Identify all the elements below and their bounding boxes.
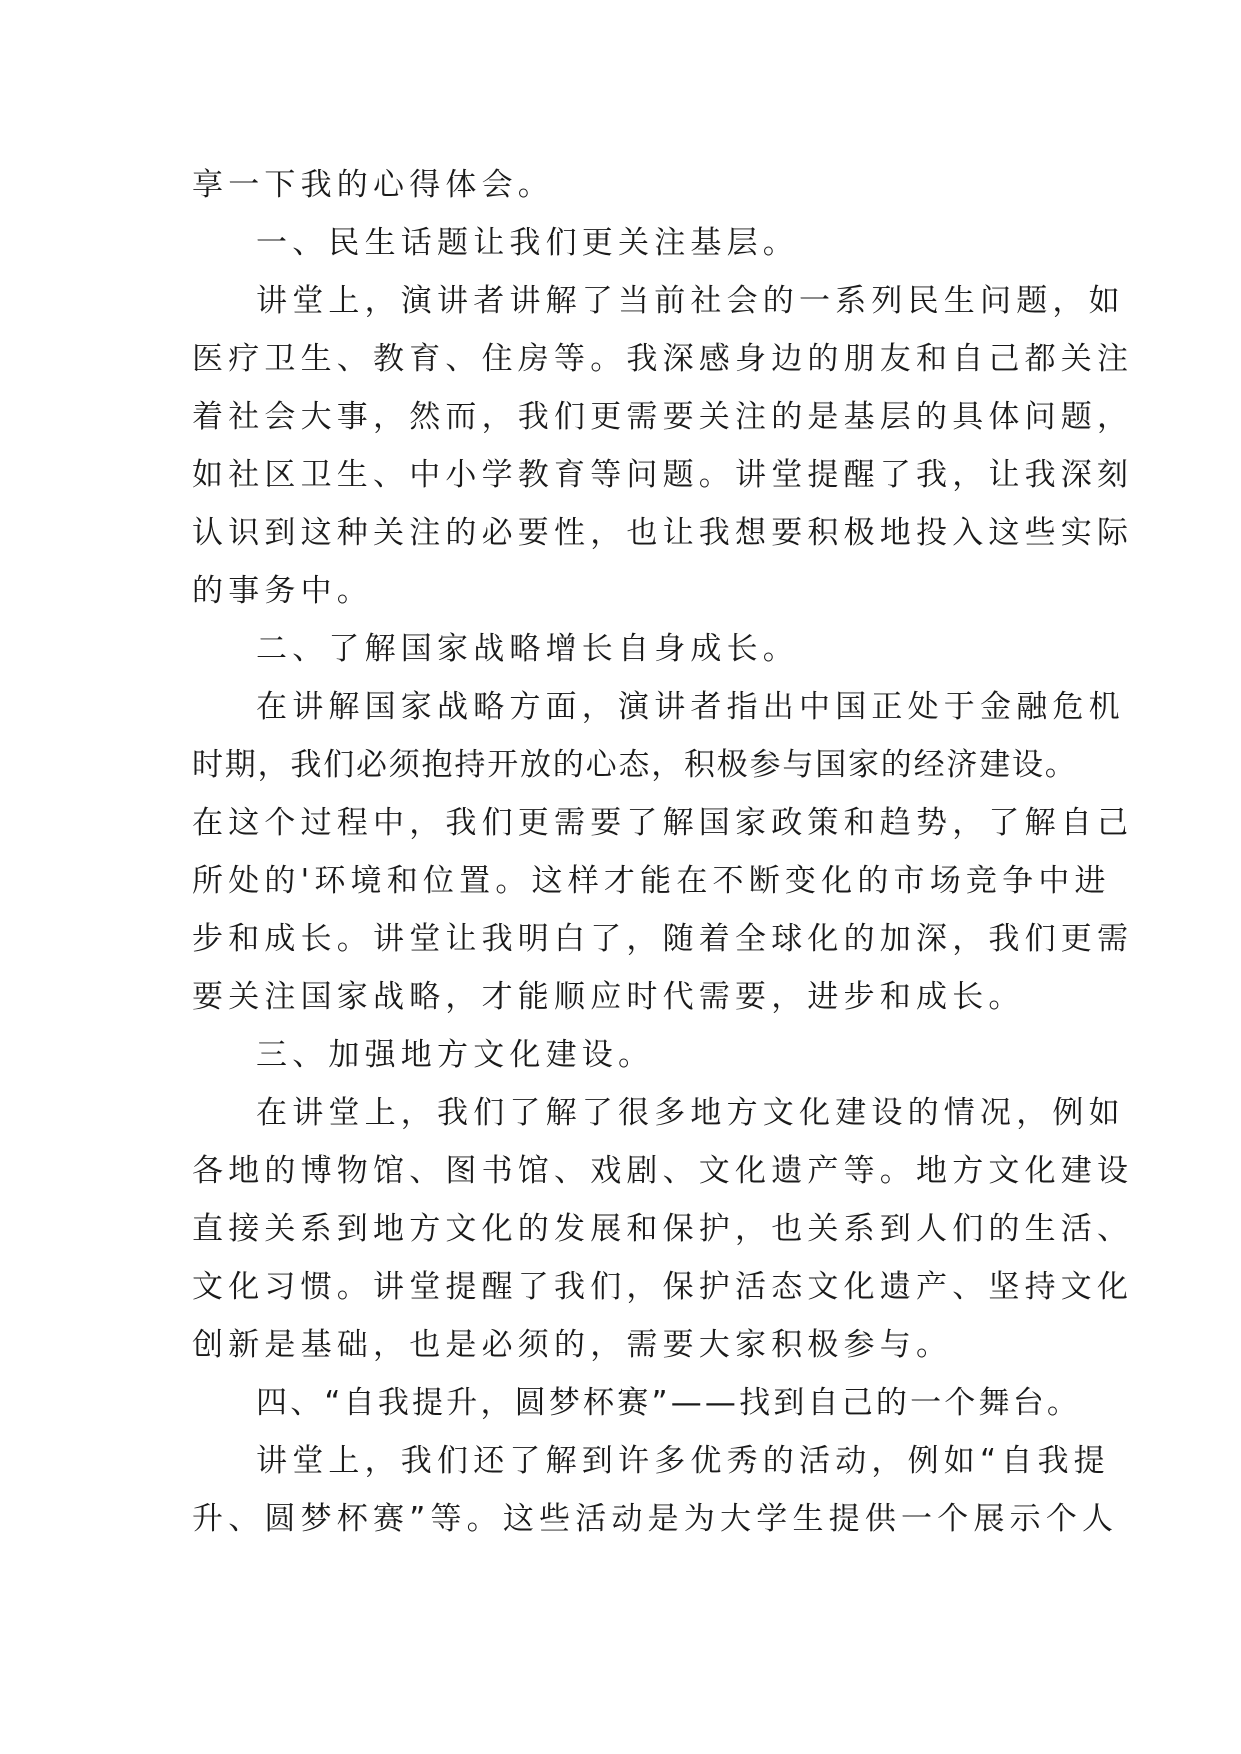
text-line: 如社区卫生、中小学教育等问题。讲堂提醒了我，让我深刻 <box>192 457 1134 493</box>
section-heading-3: 三、加强地方文化建设。 <box>256 1037 655 1073</box>
text-line: 讲堂上，演讲者讲解了当前社会的一系列民生问题，如 <box>256 283 1125 319</box>
text-line: 在这个过程中，我们更需要了解国家政策和趋势，了解自己 <box>192 805 1134 841</box>
text-line: 步和成长。讲堂让我明白了，随着全球化的加深，我们更需 <box>192 921 1134 957</box>
section-heading-1: 一、民生话题让我们更关注基层。 <box>256 225 799 261</box>
text-line: 讲堂上，我们还了解到许多优秀的活动，例如“自我提 <box>256 1443 1110 1479</box>
text-line: 升、圆梦杯赛”等。这些活动是为大学生提供一个展示个人 <box>192 1501 1119 1537</box>
text-line: 所处的'环境和位置。这样才能在不断变化的市场竞争中进 <box>192 863 1111 899</box>
text-line: 享一下我的心得体会。 <box>192 167 554 203</box>
text-line: 各地的博物馆、图书馆、戏剧、文化遗产等。地方文化建设 <box>192 1153 1134 1189</box>
text-line: 的事务中。 <box>192 573 373 609</box>
text-line: 认识到这种关注的必要性，也让我想要积极地投入这些实际 <box>192 515 1134 551</box>
text-line: 医疗卫生、教育、住房等。我深感身边的朋友和自己都关注 <box>192 341 1134 377</box>
text-line: 文化习惯。讲堂提醒了我们，保护活态文化遗产、坚持文化 <box>192 1269 1134 1305</box>
section-heading-4: 四、“自我提升，圆梦杯赛”——找到自己的一个舞台。 <box>256 1385 1082 1421</box>
text-line: 直接关系到地方文化的发展和保护，也关系到人们的生活、 <box>192 1211 1134 1247</box>
text-line: 要关注国家战略，才能顺应时代需要，进步和成长。 <box>192 979 1025 1015</box>
text-line: 着社会大事，然而，我们更需要关注的是基层的具体问题， <box>192 399 1134 435</box>
text-line: 时期，我们必须抱持开放的心态，积极参与国家的经济建设。 <box>192 747 1078 783</box>
text-line: 创新是基础，也是必须的，需要大家积极参与。 <box>192 1327 953 1363</box>
text-line: 在讲解国家战略方面，演讲者指出中国正处于金融危机 <box>256 689 1125 725</box>
text-line: 在讲堂上，我们了解了很多地方文化建设的情况，例如 <box>256 1095 1125 1131</box>
section-heading-2: 二、了解国家战略增长自身成长。 <box>256 631 799 667</box>
